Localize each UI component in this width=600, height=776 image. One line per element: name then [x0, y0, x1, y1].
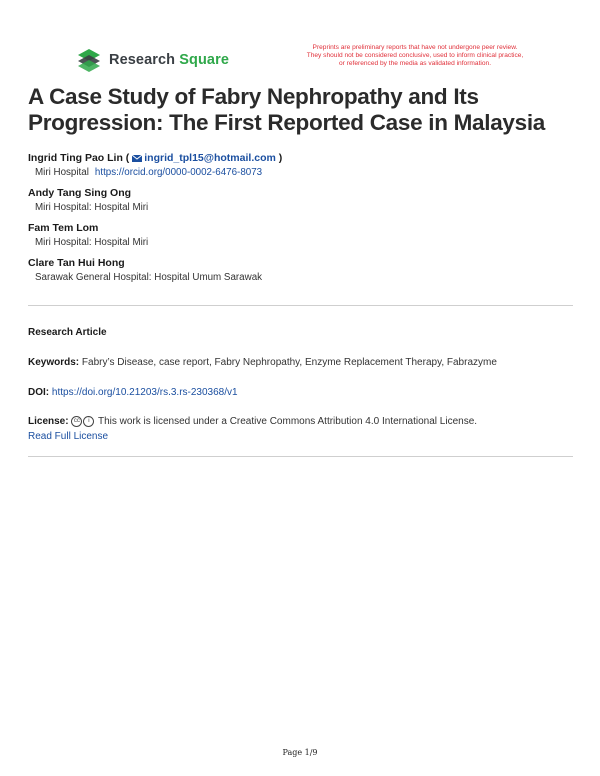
divider [28, 305, 573, 306]
author-affiliation: Miri Hospital https://orcid.org/0000-0002-6476-8073 [35, 167, 263, 178]
doi-label: DOI: [28, 387, 50, 398]
keywords-label: Keywords: [28, 357, 80, 368]
disclaimer-line: or referenced by the media as validated information. [338, 60, 492, 67]
article-type: Research Article [28, 327, 107, 338]
envelope-icon [132, 155, 142, 162]
doi [28, 385, 573, 400]
read-full-license-link[interactable]: Read Full License [28, 431, 109, 442]
disclaimer-line: They should not be considered conclusive, used to inform clinical practice, [306, 52, 524, 59]
by-icon: i [83, 416, 94, 427]
keywords [28, 355, 573, 370]
divider [28, 456, 573, 457]
keywords-value: Fabry’s Disease, case report, Fabry Nephropathy, Enzyme Replacement Therapy, Fabrazyme [81, 357, 497, 368]
paper-title: A Case Study of Fabry Nephropathy and Its Progression: The First Reported Case in Malaysia [28, 84, 545, 135]
cc-icon: cc [71, 416, 82, 427]
author-affiliation: Miri Hospital: Hospital Miri [35, 202, 149, 213]
author-name: Clare Tan Hui Hong [28, 257, 125, 269]
disclaimer-line: Preprints are preliminary reports that have not undergone peer review. [312, 44, 518, 51]
author-name: Fam Tem Lom [28, 222, 99, 234]
author-name: Ingrid Ting Pao Lin ( ingrid_tpl15@hotmail.com ) [28, 152, 283, 164]
doi-link[interactable]: https://doi.org/10.21203/rs.3.rs-230368/v1 [51, 387, 238, 398]
author-affiliation: Miri Hospital: Hospital Miri [35, 237, 149, 248]
license [28, 414, 573, 444]
author-affiliation: Sarawak General Hospital: Hospital Umum Sarawak [35, 272, 263, 283]
author-email-link[interactable]: ingrid_tpl15@hotmail.com [132, 152, 279, 164]
brand-name: Research Square [109, 52, 229, 68]
license-text: This work is licensed under a Creative Commons Attribution 4.0 International License. [97, 416, 478, 427]
orcid-link[interactable]: https://orcid.org/0000-0002-6476-8073 [94, 167, 263, 178]
author-list [28, 151, 573, 291]
preprint-disclaimer [265, 44, 565, 68]
page-number: Page 1/9 [282, 748, 318, 757]
research-square-logo[interactable] [76, 47, 229, 73]
research-square-logo-icon [76, 47, 102, 73]
license-label: License: [28, 416, 69, 427]
author-name: Andy Tang Sing Ong [28, 187, 132, 199]
